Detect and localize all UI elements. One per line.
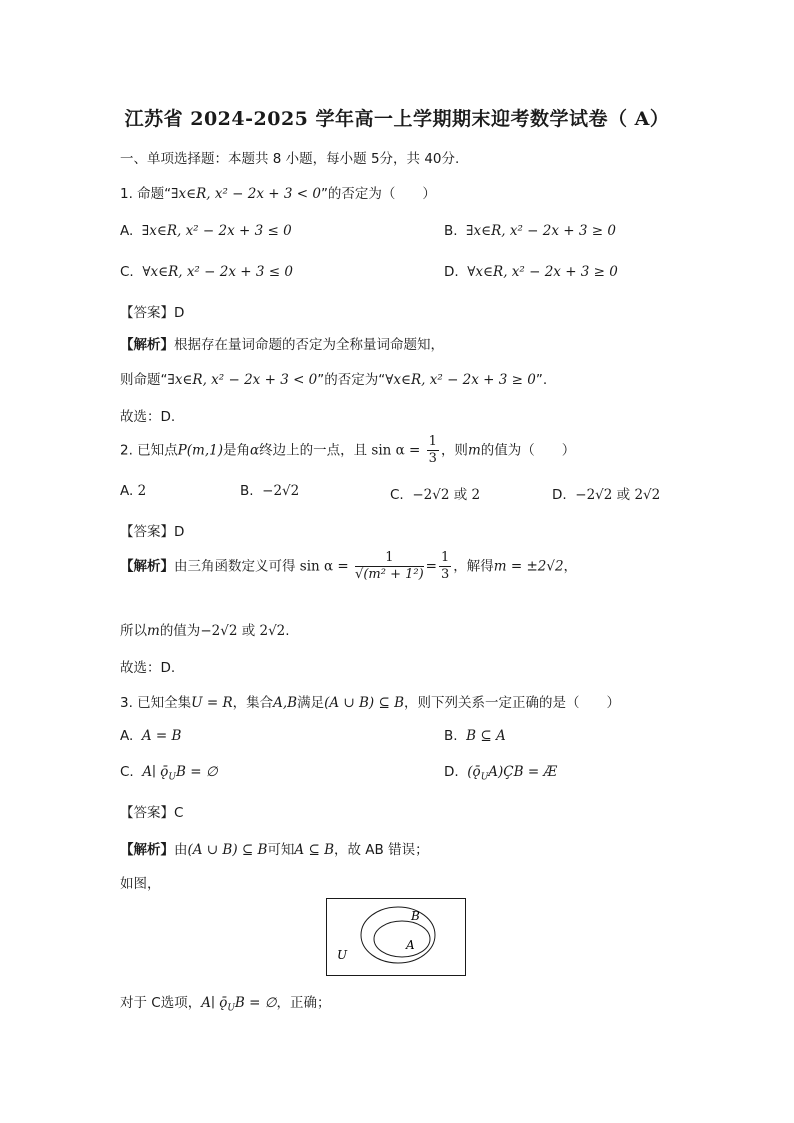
q1-stem-math: ∃x∈R, x² − 2x + 3 < 0 [171, 186, 321, 202]
q2-analysis-fraction: $\frac{1}{\text{√(m² + 1²)}}$ [355, 550, 424, 582]
q2-fraction: $\frac{1}{3}$ [428, 434, 437, 466]
q2-answer: 【答案】D [120, 524, 185, 540]
q2-conclusion: 故选：D. [120, 660, 176, 676]
q3-stem: 3. 已知全集U = R，集合A,B满足(A ∪ B) ⊆ B，则下列关系一定正确的是（ ） [120, 695, 620, 711]
q1-stem: 1. 命题“∃x∈R, x² − 2x + 3 < 0”的否定为（ ） [120, 186, 436, 202]
q3-figure-intro: 如图， [120, 876, 161, 892]
q1-conclusion: 故选：D. [120, 409, 176, 425]
q2-analysis-fraction-2: $\frac{1}{3}$ [440, 550, 450, 582]
q3-last-line: 对于 C选项，A∣ $ǭ_UB$ = ∅，正确； [120, 995, 331, 1014]
q1-analysis-line2: 则命题“∃x∈R, x² − 2x + 3 < 0”的否定为“∀x∈R, x² − 2x + 3 ≥ 0”. [120, 372, 548, 388]
page-title: 江苏省 2024-2025 学年高一上学期期末迎考数学试卷（ A） [124, 108, 670, 130]
q2-stem: 2. 已知点P(m,1)是角α终边上的一点，且 sin α = $\frac{1}{3}$ ，则m的值为（ ） [120, 434, 576, 466]
q2-option-a: A. 2 [120, 483, 147, 499]
venn-diagram [326, 898, 466, 976]
q1-answer: 【答案】D [120, 305, 185, 321]
q3-option-c: C. A∣ $ǭ_UB$ = ∅ [120, 764, 218, 783]
q3-analysis: 【解析】由(A ∪ B) ⊆ B可知A ⊆ B，故 AB 错误； [120, 842, 429, 858]
q1-option-d: D. ∀x∈R, x² − 2x + 3 ≥ 0 [444, 264, 618, 280]
q2-option-d: D. −2√2 或 2√2 [552, 487, 661, 503]
q1-option-c: C. ∀x∈R, x² − 2x + 3 ≤ 0 [120, 264, 293, 280]
q2-option-b: B. −2√2 [240, 483, 300, 499]
section-heading: 一、单项选择题：本题共 8 小题，每小题 5分，共 40分. [120, 151, 460, 167]
q3-option-b: B. B ⊆ A [444, 728, 506, 744]
q1-option-a: A. ∃x∈R, x² − 2x + 3 ≤ 0 [120, 223, 292, 239]
q3-answer: 【答案】C [120, 805, 184, 821]
venn-label-u: U [337, 948, 348, 962]
q3-option-a: A. A = B [120, 728, 182, 744]
q1-analysis: 【解析】根据存在量词命题的否定为全称量词命题知， [120, 337, 444, 353]
venn-set-b-ellipse [361, 907, 435, 963]
q3-option-d: D. $(ǭ_UA)ÇB$ = Æ [444, 764, 557, 783]
q1-option-b: B. ∃x∈R, x² − 2x + 3 ≥ 0 [444, 223, 616, 239]
q2-analysis-line2: 所以m的值为−2√2 或 2√2. [120, 623, 290, 639]
venn-label-b: B [411, 909, 420, 923]
q2-analysis: 【解析】由三角函数定义可得 sin α = $\frac{1}{\text{√(m² + 1²)}}$ = $\frac{1}{3}$ ，解得m = ±2√2， [120, 550, 578, 582]
venn-set-a-ellipse [374, 921, 430, 957]
venn-universal-rect [327, 899, 466, 976]
venn-label-a: A [406, 938, 415, 952]
q2-option-c: C. −2√2 或 2 [390, 487, 481, 503]
